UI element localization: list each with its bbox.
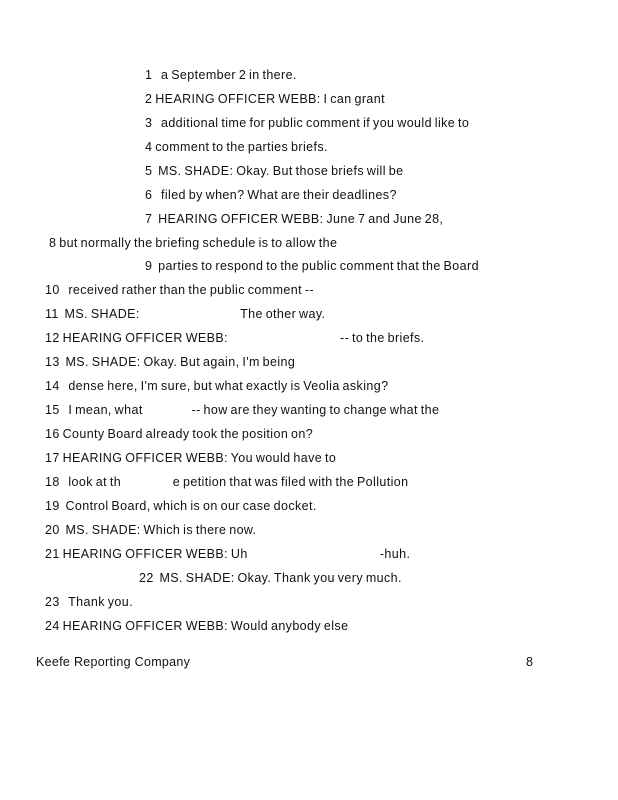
transcript-line: 10 received rather than the public comment -- [45, 283, 314, 297]
transcript-line: 4 comment to the parties briefs. [145, 140, 328, 154]
transcript-line: 24 HEARING OFFICER WEBB: Would anybody else [45, 619, 349, 633]
transcript-line: 21 HEARING OFFICER WEBB: Uh -huh. [45, 547, 411, 561]
transcript-line: 9 parties to respond to the public comment that the Board [145, 259, 479, 273]
transcript-line: 23 Thank you. [45, 595, 133, 609]
transcript-line: 8 but normally the briefing schedule is to allow the [49, 236, 338, 250]
transcript-line: 3 additional time for public comment if you would like to [145, 116, 470, 130]
transcript-line: 12 HEARING OFFICER WEBB: -- to the briefs. [45, 331, 425, 345]
transcript-line: 15 I mean, what -- how are they wanting to change what the [45, 403, 440, 417]
transcript-line: 14 dense here, I'm sure, but what exactly is Veolia asking? [45, 379, 389, 393]
transcript-line: 17 HEARING OFFICER WEBB: You would have to [45, 451, 337, 465]
footer-company: Keefe Reporting Company [36, 655, 191, 669]
transcript-line: 5 MS. SHADE: Okay. But those briefs will be [145, 164, 404, 178]
transcript-line: 16 County Board already took the position on? [45, 427, 314, 441]
transcript-line: 1 a September 2 in there. [145, 68, 297, 82]
transcript-line: 13 MS. SHADE: Okay. But again, I'm being [45, 355, 296, 369]
transcript-line: 7 HEARING OFFICER WEBB: June 7 and June 28, [145, 212, 444, 226]
transcript-line: 6 filed by when? What are their deadlines? [145, 188, 397, 202]
transcript-line: 22 MS. SHADE: Okay. Thank you very much. [139, 571, 402, 585]
transcript-line: 20 MS. SHADE: Which is there now. [45, 523, 257, 537]
transcript-line: 18 look at th e petition that was filed with the Pollution [45, 475, 409, 489]
transcript-line: 11 MS. SHADE: The other way. [45, 307, 326, 321]
transcript-line: 2 HEARING OFFICER WEBB: I can grant [145, 92, 386, 106]
transcript-line: 19 Control Board, which is on our case docket. [45, 499, 317, 513]
footer-page-number: 8 [526, 655, 534, 669]
